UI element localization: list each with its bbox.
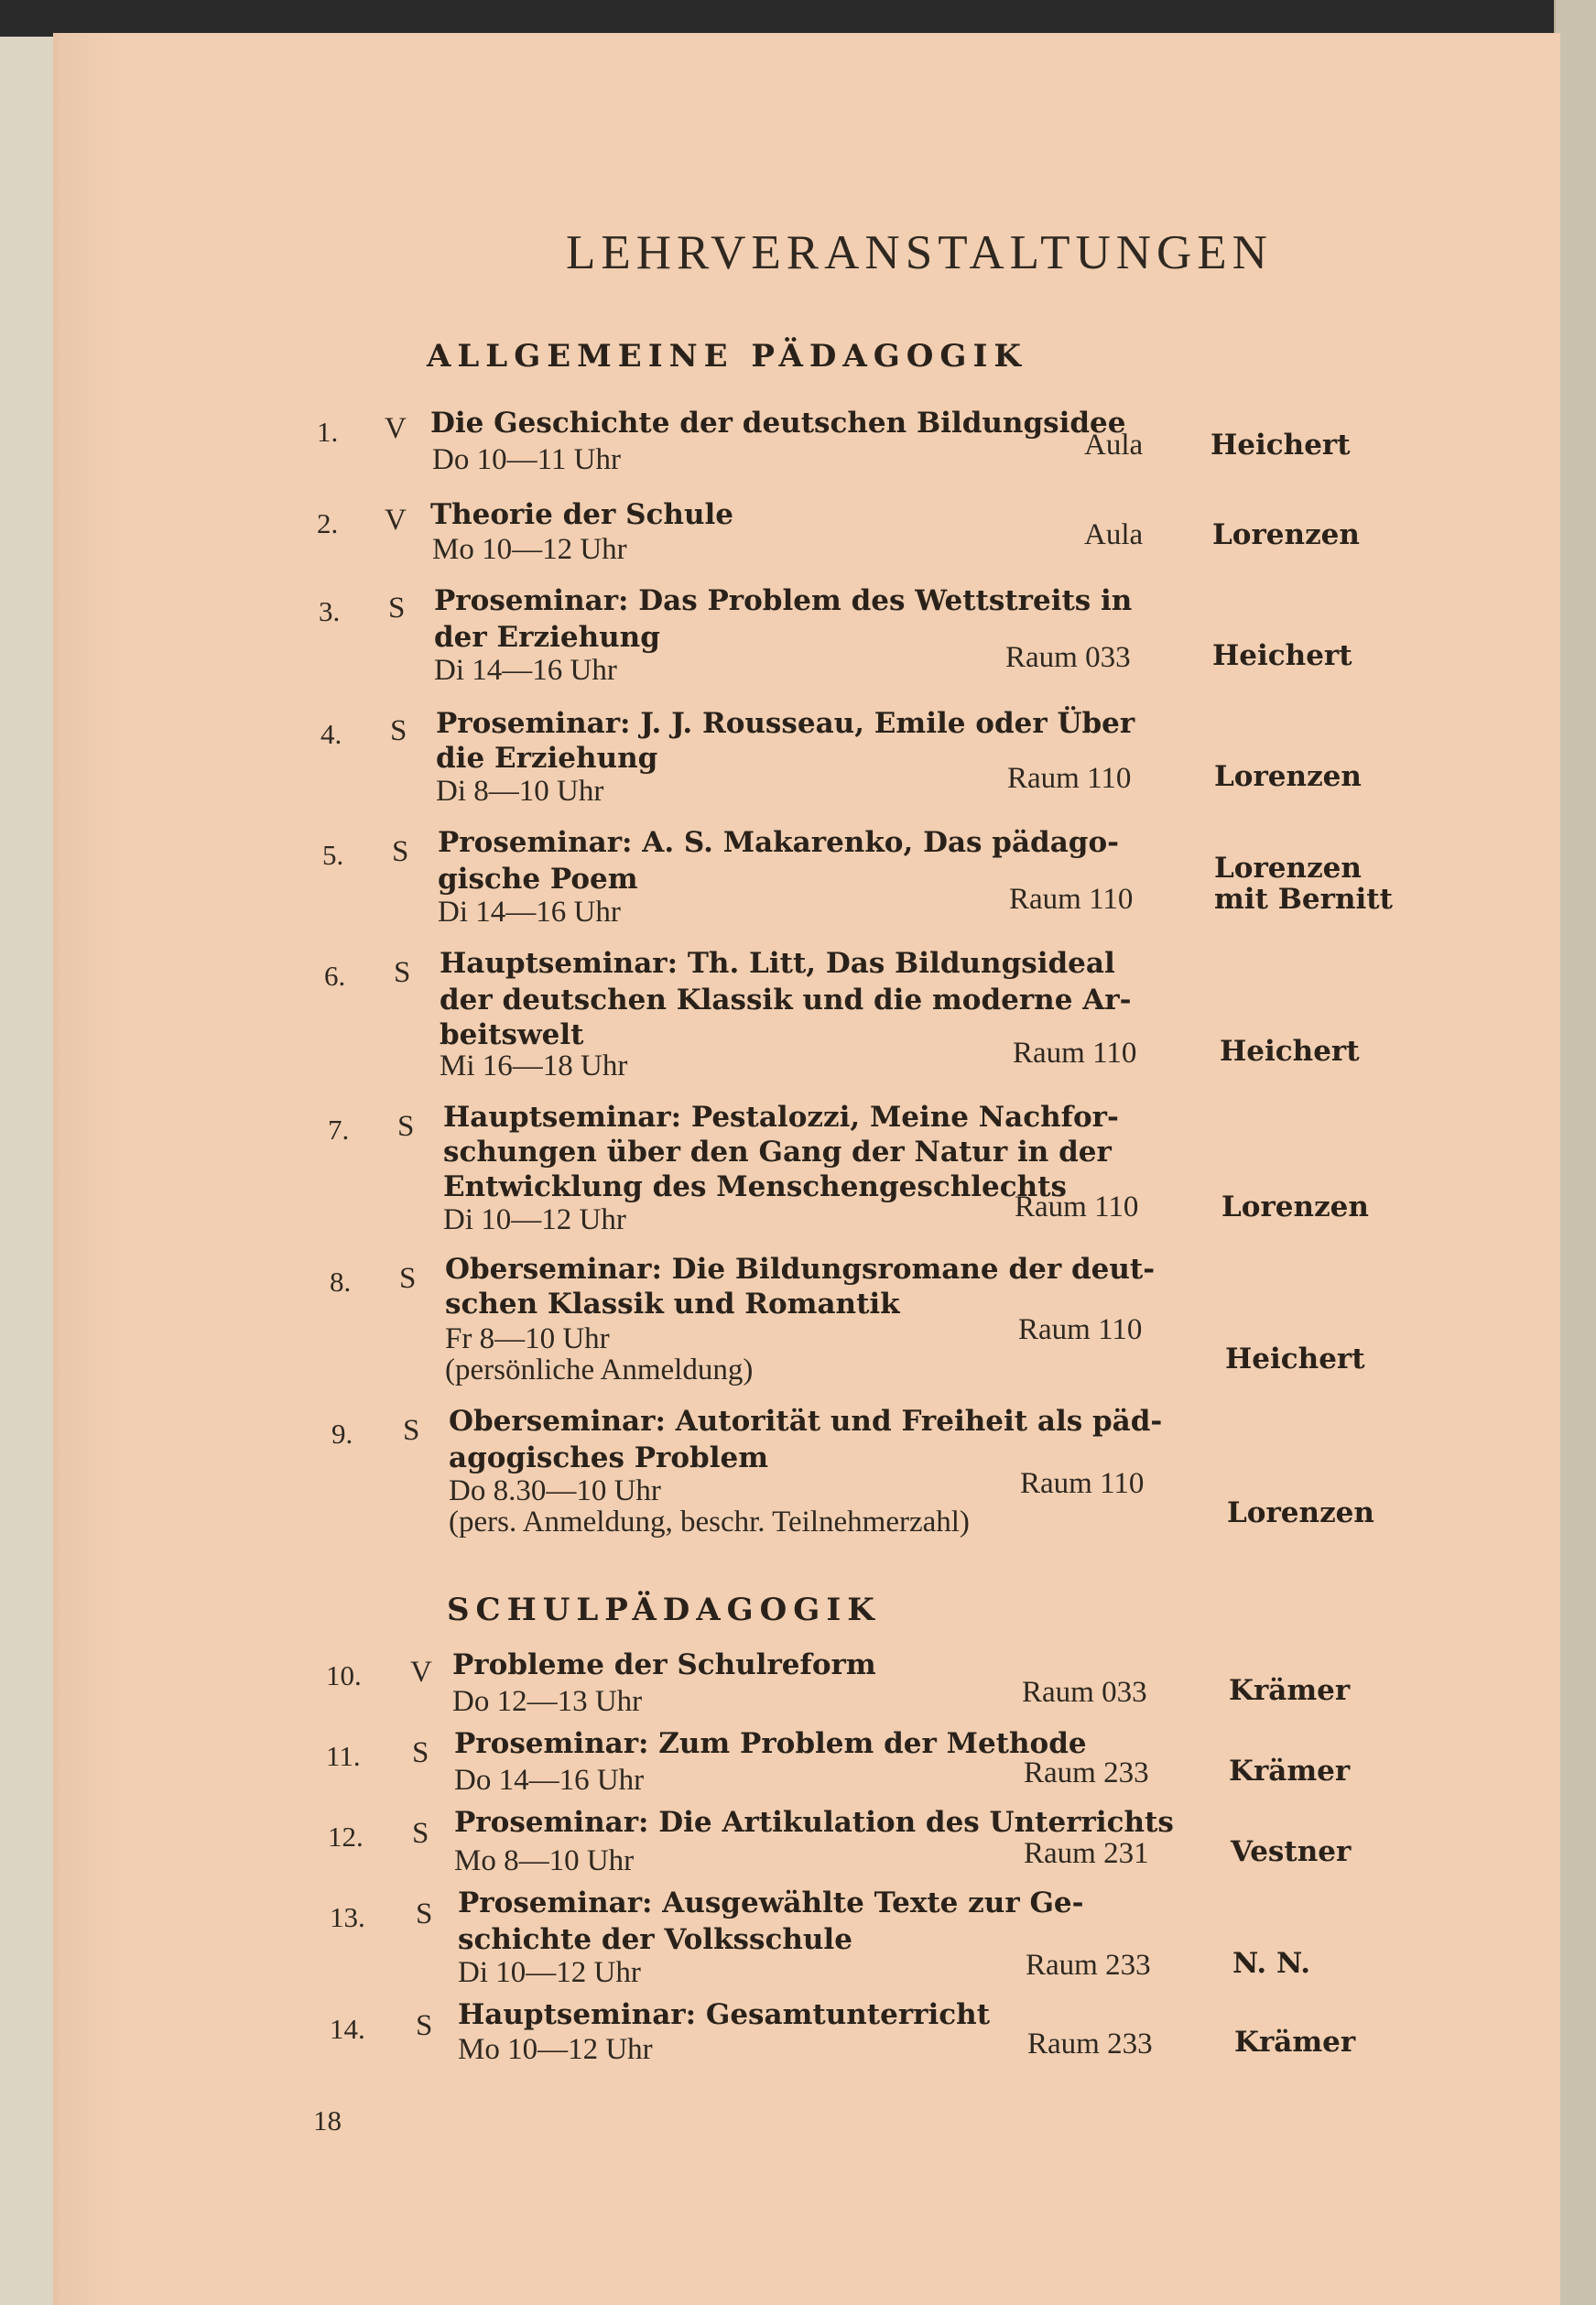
entry-number: 4. [320, 718, 342, 750]
entry-number: 13. [330, 1901, 365, 1933]
entry-time: Di 14—16 Uhr [434, 654, 617, 687]
entry-teacher: Lorenzen [1214, 852, 1362, 885]
entry-number: 5. [322, 839, 344, 871]
entry-title-line: Hauptseminar: Pestalozzi, Meine Nachfor- [443, 1101, 1119, 1134]
entry-title-line: schungen über den Gang der Natur in der [443, 1136, 1112, 1169]
entry-number: 9. [331, 1418, 353, 1450]
entry-room: Aula [1084, 429, 1144, 462]
entry-type: S [388, 592, 406, 625]
page-number: 18 [313, 2104, 342, 2136]
entry-type: S [416, 2009, 433, 2042]
entry-teacher: Heichert [1211, 429, 1351, 462]
entry-time: Di 8—10 Uhr [436, 775, 604, 808]
entry-note: (persönliche Anmeldung) [445, 1354, 754, 1386]
entry-room: Raum 110 [1020, 1467, 1145, 1500]
entry-number: 7. [328, 1114, 350, 1146]
entry-teacher: Krämer [1229, 1755, 1351, 1788]
entry-teacher-secondary: mit Bernitt [1214, 883, 1393, 916]
entry-teacher: Vestner [1231, 1835, 1352, 1868]
entry-teacher: Lorenzen [1214, 760, 1362, 793]
entry-title-line: Proseminar: Die Artikulation des Unterrichts [454, 1806, 1174, 1839]
entry-title-line: der deutschen Klassik und die moderne Ar- [440, 984, 1132, 1017]
entry-room: Raum 110 [1013, 1037, 1137, 1070]
entry-teacher: Lorenzen [1221, 1191, 1369, 1223]
entry-number: 6. [324, 960, 346, 992]
entry-number: 1. [317, 416, 339, 448]
entry-room: Raum 110 [1009, 883, 1134, 916]
entry-title-line: Proseminar: Zum Problem der Methode [454, 1727, 1087, 1760]
entry-time: Do 12—13 Uhr [452, 1685, 643, 1718]
entry-note: (pers. Anmeldung, beschr. Teilnehmerzahl) [449, 1506, 970, 1538]
entry-time: Mi 16—18 Uhr [440, 1049, 628, 1082]
entry-time: Do 10—11 Uhr [432, 443, 621, 476]
entry-type: V [385, 412, 407, 445]
entry-number: 14. [330, 2013, 365, 2045]
entry-type: S [399, 1262, 417, 1295]
entry-title-line: Proseminar: J. J. Rousseau, Emile oder Über [436, 707, 1135, 740]
entry-number: 12. [328, 1821, 364, 1853]
entry-teacher: Heichert [1225, 1343, 1365, 1375]
entry-room: Raum 233 [1027, 2028, 1153, 2060]
entry-time: Di 10—12 Uhr [458, 1956, 641, 1989]
entry-title-line: Oberseminar: Autorität und Freiheit als päd- [449, 1405, 1163, 1438]
entry-title-line: Proseminar: Das Problem des Wettstreits in [434, 584, 1133, 617]
entry-title-line: beitswelt [440, 1018, 584, 1051]
entry-teacher: Lorenzen [1227, 1496, 1374, 1529]
entry-time: Mo 10—12 Uhr [458, 2033, 653, 2066]
entry-type: V [385, 504, 407, 537]
entry-time: Mo 8—10 Uhr [454, 1844, 635, 1877]
entry-type: S [412, 1817, 429, 1850]
entry-title-line: Hauptseminar: Th. Litt, Das Bildungsideal [440, 947, 1115, 980]
entry-type: S [397, 1110, 415, 1143]
entry-teacher: Heichert [1220, 1035, 1360, 1068]
entry-room: Raum 233 [1024, 1756, 1149, 1789]
entry-teacher: Krämer [1229, 1674, 1351, 1707]
entry-teacher: Lorenzen [1212, 518, 1360, 551]
entry-title-line: agogisches Problem [449, 1441, 769, 1474]
entry-title-line: Theorie der Schule [430, 498, 733, 531]
entry-type: S [416, 1897, 433, 1930]
entry-title-line: die Erziehung [436, 742, 658, 775]
entry-room: Raum 231 [1024, 1837, 1149, 1870]
entry-teacher: Krämer [1234, 2026, 1356, 2059]
entry-title-line: Oberseminar: Die Bildungsromane der deut- [445, 1253, 1156, 1286]
entry-room: Raum 033 [1022, 1676, 1147, 1709]
entry-title-line: Entwicklung des Menschengeschlechts [443, 1170, 1067, 1203]
entry-time: Do 14—16 Uhr [454, 1764, 645, 1797]
entry-title-line: schen Klassik und Romantik [445, 1288, 900, 1321]
entry-title-line: Proseminar: Ausgewählte Texte zur Ge- [458, 1886, 1084, 1919]
book-left-edge [0, 37, 53, 2305]
entry-time: Do 8.30—10 Uhr [449, 1474, 661, 1507]
entry-room: Raum 110 [1015, 1191, 1139, 1223]
page-title: LEHRVERANSTALTUNGEN [566, 226, 1273, 279]
entry-number: 10. [326, 1659, 362, 1691]
entry-teacher: Heichert [1212, 639, 1352, 672]
document-page [53, 33, 1560, 2305]
entry-number: 3. [319, 595, 341, 627]
entry-title-line: gische Poem [438, 863, 638, 896]
entry-time: Mo 10—12 Uhr [432, 533, 627, 566]
entry-title-line: Proseminar: A. S. Makarenko, Das pädago- [438, 826, 1120, 859]
entry-type: V [410, 1656, 432, 1689]
entry-type: S [390, 714, 407, 747]
entry-number: 8. [330, 1266, 352, 1298]
entry-title-line: Probleme der Schulreform [452, 1648, 876, 1681]
entry-title-line: Die Geschichte der deutschen Bildungsidee [430, 407, 1126, 440]
entry-title-line: schichte der Volksschule [458, 1923, 852, 1956]
entry-room: Raum 110 [1018, 1313, 1143, 1346]
entry-type: S [394, 956, 411, 989]
entry-room: Raum 233 [1026, 1949, 1151, 1982]
entry-room: Raum 033 [1005, 641, 1131, 674]
entry-room: Aula [1084, 518, 1144, 551]
entry-time: Fr 8—10 Uhr [445, 1322, 610, 1355]
entry-number: 2. [317, 507, 339, 539]
section-heading-schulpaedagogik: SCHULPÄDAGOGIK [447, 1592, 881, 1628]
entry-type: S [392, 835, 409, 868]
entry-type: S [412, 1736, 429, 1769]
section-heading-allgemeine-paedagogik: ALLGEMEINE PÄDAGOGIK [427, 338, 1027, 375]
entry-type: S [403, 1414, 420, 1447]
entry-teacher: N. N. [1232, 1947, 1311, 1980]
entry-time: Di 10—12 Uhr [443, 1203, 626, 1236]
scanner-top-border [0, 0, 1596, 37]
entry-room: Raum 110 [1007, 762, 1132, 795]
entry-title-line: der Erziehung [434, 621, 660, 654]
entry-number: 11. [326, 1740, 361, 1772]
entry-time: Di 14—16 Uhr [438, 896, 621, 929]
entry-title-line: Hauptseminar: Gesamtunterricht [458, 1998, 991, 2031]
